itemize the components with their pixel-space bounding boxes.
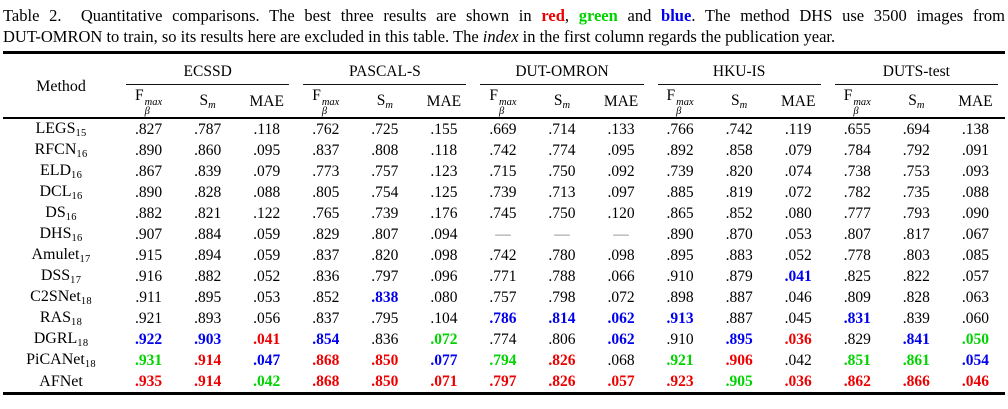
value-cell: .765 [312, 204, 340, 222]
value-cell: .898 [666, 288, 694, 306]
value-cell: .921 [666, 351, 694, 369]
metric-header: Sm [908, 92, 925, 111]
metric-header: F max β [666, 87, 694, 117]
value-cell: .894 [194, 246, 222, 264]
value-cell: .096 [430, 267, 458, 285]
value-cell: .914 [194, 351, 222, 369]
table-row [3, 350, 1005, 371]
value-cell: .088 [253, 183, 281, 201]
value-cell: .820 [371, 246, 399, 264]
value-cell: .091 [961, 141, 989, 159]
value-cell: .825 [843, 267, 871, 285]
metric-header: F max β [312, 87, 340, 117]
value-cell: .757 [489, 288, 517, 306]
metric-sup: max [676, 97, 694, 108]
value-cell: .870 [725, 225, 753, 243]
value-cell: .739 [371, 204, 399, 222]
caption-segment: blue [661, 6, 692, 25]
method-year-subscript: 16 [71, 170, 83, 181]
value-cell: .754 [371, 183, 399, 201]
value-cell: .735 [902, 183, 930, 201]
value-cell: — [495, 225, 511, 243]
value-cell: .895 [725, 330, 753, 348]
value-cell: .903 [194, 330, 222, 348]
value-cell: .850 [371, 351, 399, 369]
table-row [3, 287, 1005, 308]
value-cell: .774 [489, 330, 517, 348]
metric-header: MAE [958, 92, 993, 110]
metric-supsub [322, 99, 340, 116]
value-cell: .887 [725, 309, 753, 327]
value-cell: .895 [666, 246, 694, 264]
table-body [3, 118, 1005, 394]
value-cell: .057 [961, 267, 989, 285]
value-cell: .047 [253, 351, 281, 369]
value-cell: .861 [902, 351, 930, 369]
metric-sup: max [321, 97, 340, 108]
value-cell: .042 [253, 372, 281, 390]
value-cell: .787 [194, 120, 222, 138]
value-cell: .041 [784, 267, 812, 285]
value-cell: .895 [194, 288, 222, 306]
table-header [3, 53, 1005, 119]
metric-header: Sm [199, 92, 216, 111]
table-caption [0, 0, 1008, 48]
caption-segment: . The method DHS use 3500 images from [691, 6, 1006, 25]
value-cell: .092 [607, 162, 635, 180]
value-cell: .807 [843, 225, 871, 243]
caption-segment: in the first column regards the publication year. [518, 26, 836, 46]
value-cell: .868 [312, 351, 340, 369]
metric-header: F max β [843, 87, 871, 117]
metric-sup: max [499, 97, 517, 108]
value-cell: .120 [607, 204, 635, 222]
value-cell: .821 [194, 204, 222, 222]
value-cell: .831 [843, 309, 871, 327]
method-cell: C2SNet18 [30, 288, 92, 307]
value-cell: .774 [548, 141, 576, 159]
table-row [3, 203, 1005, 224]
dataset-group-header: DUT-OMRON [473, 53, 650, 87]
value-cell: .778 [843, 246, 871, 264]
value-cell: .155 [430, 120, 458, 138]
method-year-subscript: 17 [70, 275, 82, 286]
metric-sub: m [385, 100, 393, 111]
value-cell: .122 [253, 204, 281, 222]
value-cell: .858 [725, 141, 753, 159]
value-cell: .750 [548, 162, 576, 180]
value-cell: .910 [666, 267, 694, 285]
value-cell: .852 [725, 204, 753, 222]
value-cell: .104 [430, 309, 458, 327]
value-cell: .080 [430, 288, 458, 306]
method-cell: PiCANet18 [26, 351, 96, 370]
value-cell: .882 [194, 267, 222, 285]
value-cell: .837 [312, 309, 340, 327]
metric-sub: m [208, 100, 216, 111]
method-cell: DCL16 [39, 183, 83, 202]
caption-line-2 [3, 27, 1005, 48]
table-row [3, 182, 1005, 203]
value-cell: .123 [430, 162, 458, 180]
value-cell: .742 [725, 120, 753, 138]
value-cell: .805 [312, 183, 340, 201]
value-cell: .655 [843, 120, 871, 138]
value-cell: .921 [135, 309, 163, 327]
caption-segment: , [564, 6, 579, 25]
value-cell: .814 [548, 309, 576, 327]
value-cell: — [554, 225, 570, 243]
value-cell: .784 [843, 141, 871, 159]
value-cell: .052 [784, 246, 812, 264]
value-cell: .794 [489, 351, 517, 369]
table-row [3, 371, 1005, 394]
metric-sub: m [916, 100, 925, 111]
method-cell: DHS16 [39, 225, 83, 244]
value-cell: .806 [548, 330, 576, 348]
method-year-subscript: 16 [65, 212, 77, 223]
value-cell: .766 [666, 120, 694, 138]
value-cell: .079 [784, 141, 812, 159]
value-cell: .838 [371, 288, 399, 306]
value-cell: .138 [961, 120, 989, 138]
dataset-group-row [3, 53, 1005, 87]
metric-header: MAE [603, 92, 639, 110]
value-cell: .905 [725, 372, 753, 390]
value-cell: .836 [371, 330, 399, 348]
value-cell: .059 [253, 225, 281, 243]
value-cell: .798 [548, 288, 576, 306]
metric-header: F max β [135, 87, 163, 117]
method-year-subscript: 18 [80, 296, 92, 307]
value-cell: .922 [135, 330, 163, 348]
value-cell: .066 [607, 267, 635, 285]
value-cell: .839 [194, 162, 222, 180]
value-cell: .860 [194, 141, 222, 159]
value-cell: .045 [784, 309, 812, 327]
value-cell: .883 [725, 246, 753, 264]
value-cell: .090 [961, 204, 989, 222]
table-row [3, 245, 1005, 266]
value-cell: .742 [489, 246, 517, 264]
table-row [3, 329, 1005, 350]
value-cell: .817 [902, 225, 930, 243]
value-cell: .808 [371, 141, 399, 159]
method-year-subscript: 18 [84, 359, 96, 370]
value-cell: .852 [312, 288, 340, 306]
caption-segment: green [578, 6, 618, 25]
value-cell: .890 [135, 141, 163, 159]
method-cell: RFCN16 [34, 141, 88, 160]
value-cell: .837 [312, 246, 340, 264]
value-cell: .819 [725, 183, 753, 201]
metric-header: Sm [731, 92, 748, 111]
value-cell: .910 [666, 330, 694, 348]
value-cell: .095 [607, 141, 635, 159]
metric-header: MAE [249, 92, 284, 110]
value-cell: .036 [784, 372, 812, 390]
value-cell: .786 [489, 309, 517, 327]
caption-line-1 [3, 6, 1005, 27]
value-cell: .916 [135, 267, 163, 285]
value-cell: .882 [135, 204, 163, 222]
method-year-subscript: 15 [75, 128, 87, 139]
table-row [3, 118, 1005, 140]
value-cell: .098 [607, 246, 635, 264]
value-cell: .820 [725, 162, 753, 180]
value-cell: .046 [961, 372, 989, 390]
value-cell: .780 [548, 246, 576, 264]
method-cell: Amulet17 [31, 246, 91, 265]
table-row [3, 224, 1005, 245]
caption-segment: red [541, 6, 565, 25]
method-year-subscript: 16 [76, 149, 88, 160]
value-cell: .837 [312, 141, 340, 159]
value-cell: .062 [607, 309, 635, 327]
value-cell: .777 [843, 204, 871, 222]
table-row [3, 140, 1005, 161]
value-cell: .068 [607, 351, 635, 369]
value-cell: .067 [961, 225, 989, 243]
value-cell: .807 [371, 225, 399, 243]
value-cell: .826 [548, 351, 576, 369]
value-cell: .118 [253, 120, 280, 138]
value-cell: .795 [371, 309, 399, 327]
value-cell: .097 [607, 183, 635, 201]
value-cell: .914 [194, 372, 222, 390]
value-cell: .060 [961, 309, 989, 327]
value-cell: .052 [253, 267, 281, 285]
value-cell: .046 [784, 288, 812, 306]
value-cell: .088 [961, 183, 989, 201]
value-cell: .885 [666, 183, 694, 201]
value-cell: .739 [489, 183, 517, 201]
method-year-subscript: 16 [71, 191, 83, 202]
value-cell: .828 [194, 183, 222, 201]
value-cell: .094 [430, 225, 458, 243]
value-cell: .892 [666, 141, 694, 159]
value-cell: .053 [253, 288, 281, 306]
metric-sub: m [562, 100, 571, 111]
value-cell: .062 [607, 330, 635, 348]
value-cell: .850 [371, 372, 399, 390]
metric-supsub [145, 99, 163, 116]
value-cell: .884 [194, 225, 222, 243]
value-cell: .890 [135, 183, 163, 201]
value-cell: .827 [135, 120, 163, 138]
value-cell: .788 [548, 267, 576, 285]
metric-header: Sm [553, 92, 571, 111]
value-cell: .793 [902, 204, 930, 222]
value-cell: .738 [843, 162, 871, 180]
metric-header: MAE [426, 92, 462, 110]
value-cell: .803 [902, 246, 930, 264]
value-cell: .854 [312, 330, 340, 348]
value-cell: .036 [784, 330, 812, 348]
caption-segment: DUT-OMRON to train, so its results here are excluded in this table. The [3, 26, 483, 46]
metric-sub: m [739, 100, 748, 111]
value-cell: .890 [666, 225, 694, 243]
table-row [3, 266, 1005, 287]
dataset-group-header: DUTS-test [828, 53, 1005, 87]
value-cell: .050 [961, 330, 989, 348]
value-cell: .913 [666, 309, 694, 327]
value-cell: .714 [548, 120, 576, 138]
dataset-group-header: HKU-IS [651, 53, 828, 87]
table-row [3, 161, 1005, 182]
value-cell: .056 [253, 309, 281, 327]
method-year-subscript: 16 [71, 233, 83, 244]
metric-sup: max [853, 97, 871, 108]
value-cell: .074 [784, 162, 812, 180]
value-cell: .911 [135, 288, 162, 306]
value-cell: .042 [784, 351, 812, 369]
metric-sub: β [676, 105, 682, 117]
value-cell: .829 [312, 225, 340, 243]
value-cell: .757 [371, 162, 399, 180]
dataset-group-header: PASCAL-S [296, 53, 473, 87]
value-cell: .125 [430, 183, 458, 201]
value-cell: .826 [548, 372, 576, 390]
caption-segment: Table 2. Quantitative comparisons. The best three results are shown in [3, 6, 542, 25]
value-cell: .771 [489, 267, 517, 285]
metric-header: F max β [489, 87, 517, 117]
value-cell: .085 [961, 246, 989, 264]
value-cell: .866 [902, 372, 930, 390]
value-cell: .782 [843, 183, 871, 201]
value-cell: .133 [607, 120, 635, 138]
value-cell: .867 [135, 162, 163, 180]
value-cell: .851 [843, 351, 871, 369]
value-cell: .053 [784, 225, 812, 243]
value-cell: .072 [430, 330, 458, 348]
value-cell: .839 [902, 309, 930, 327]
value-cell: .063 [961, 288, 989, 306]
method-cell: DSS17 [40, 267, 82, 286]
value-cell: .072 [607, 288, 635, 306]
value-cell: .071 [430, 372, 458, 390]
value-cell: .935 [135, 372, 163, 390]
metric-sub: β [144, 105, 150, 117]
table-row [3, 308, 1005, 329]
value-cell: .098 [430, 246, 458, 264]
value-cell: .059 [253, 246, 281, 264]
value-cell: .879 [725, 267, 753, 285]
value-cell: .725 [371, 120, 399, 138]
value-cell: .762 [312, 120, 340, 138]
value-cell: .072 [784, 183, 812, 201]
value-cell: .893 [194, 309, 222, 327]
value-cell: .809 [843, 288, 871, 306]
caption-segment: and [617, 6, 662, 25]
value-cell: .093 [961, 162, 989, 180]
method-cell: ELD16 [39, 162, 83, 181]
value-cell: .887 [725, 288, 753, 306]
metric-row [3, 86, 1005, 118]
value-cell: .118 [430, 141, 458, 159]
metric-sup: max [144, 97, 163, 108]
value-cell: .822 [902, 267, 930, 285]
metric-sub: β [499, 105, 505, 117]
value-cell: — [613, 225, 629, 243]
metric-supsub [676, 99, 694, 116]
metric-sub: β [321, 105, 328, 117]
value-cell: .862 [843, 372, 871, 390]
value-cell: .841 [902, 330, 930, 348]
value-cell: .176 [430, 204, 458, 222]
method-year-subscript: 18 [77, 338, 89, 349]
method-cell: RAS18 [39, 309, 83, 328]
value-cell: .080 [784, 204, 812, 222]
value-cell: .836 [312, 267, 340, 285]
value-cell: .742 [489, 141, 517, 159]
metric-supsub [499, 99, 517, 116]
value-cell: .923 [666, 372, 694, 390]
value-cell: .095 [253, 141, 281, 159]
value-cell: .041 [253, 330, 281, 348]
metric-supsub [853, 99, 871, 116]
dataset-group-header: ECSSD [119, 53, 296, 87]
metric-sub: β [853, 105, 859, 117]
value-cell: .907 [135, 225, 163, 243]
method-cell: DS16 [45, 204, 77, 223]
metric-header: MAE [780, 92, 816, 110]
value-cell: .915 [135, 246, 163, 264]
method-cell: AFNet [39, 372, 83, 390]
value-cell: .828 [902, 288, 930, 306]
method-year-subscript: 17 [79, 254, 91, 265]
caption-segment: index [482, 26, 519, 46]
value-cell: .694 [902, 120, 930, 138]
value-cell: .077 [430, 351, 458, 369]
value-cell: .750 [548, 204, 576, 222]
value-cell: .745 [489, 204, 517, 222]
value-cell: .119 [784, 120, 812, 138]
value-cell: .829 [843, 330, 871, 348]
value-cell: .931 [135, 351, 163, 369]
value-cell: .753 [902, 162, 930, 180]
method-cell: LEGS15 [35, 120, 87, 139]
value-cell: .797 [371, 267, 399, 285]
value-cell: .713 [548, 183, 576, 201]
value-cell: .057 [607, 372, 635, 390]
method-year-subscript: 18 [71, 317, 83, 328]
value-cell: .669 [489, 120, 517, 138]
value-cell: .865 [666, 204, 694, 222]
results-table [3, 51, 1005, 395]
value-cell: .773 [312, 162, 340, 180]
value-cell: .079 [253, 162, 281, 180]
method-cell: DGRL18 [33, 330, 89, 349]
value-cell: .797 [489, 372, 517, 390]
value-cell: .739 [666, 162, 694, 180]
value-cell: .792 [902, 141, 930, 159]
method-column-header: Method [36, 78, 86, 95]
value-cell: .715 [489, 162, 517, 180]
metric-header: Sm [376, 92, 393, 111]
value-cell: .906 [725, 351, 753, 369]
value-cell: .868 [312, 372, 340, 390]
value-cell: .054 [961, 351, 989, 369]
